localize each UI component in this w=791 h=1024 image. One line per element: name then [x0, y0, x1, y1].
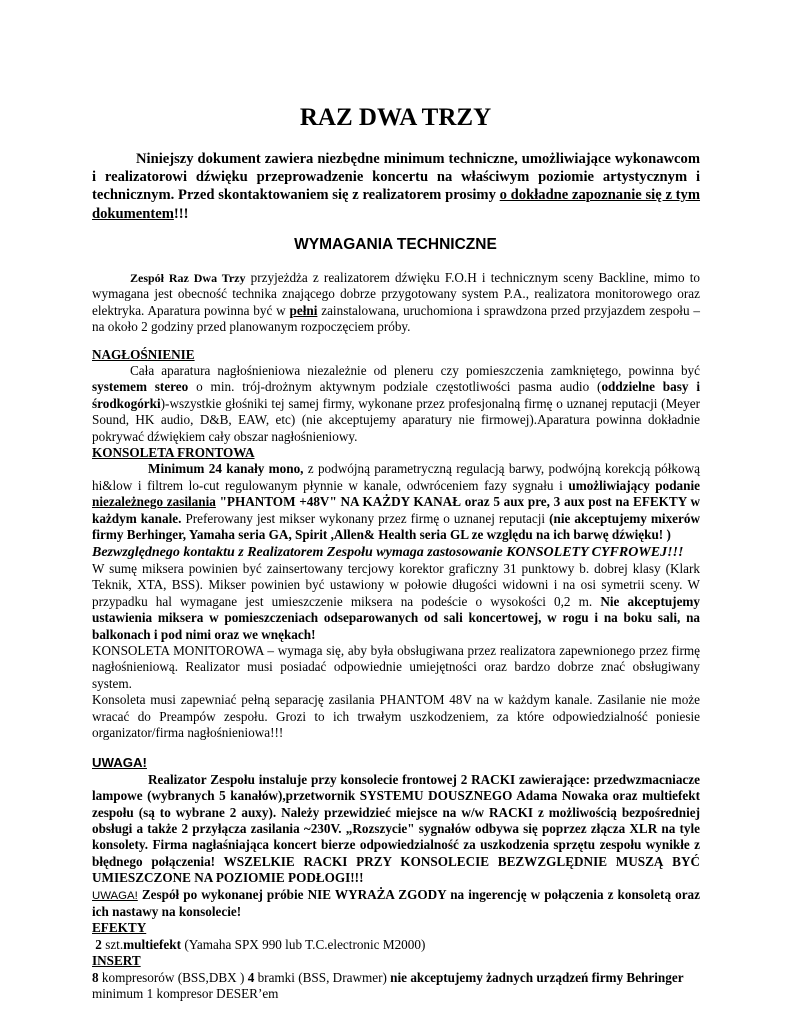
- insert-bold: nie akceptujemy żadnych urządzeń firmy Behringer: [390, 969, 684, 985]
- naglosnienie-bold-1: systemem stereo: [92, 379, 189, 395]
- kf-bold-1: Minimum 24 kanały mono,: [148, 461, 304, 477]
- insert-heading: INSERT: [92, 953, 141, 969]
- insert-text-3: minimum 1 kompresor DESER’em: [92, 986, 279, 1002]
- intro-underlined-text: o dokładne zapoznanie się z tym dokumentem: [92, 187, 701, 222]
- paragraph-korektor: [92, 561, 700, 643]
- paragraph-efekty: [92, 937, 700, 953]
- paragraph-cyfrowa: [92, 544, 700, 561]
- heading-uwaga: [92, 755, 700, 771]
- naglosnienie-text-1: Cała aparatura nagłośnieniowa niezależnie od pleneru czy pomieszczenia zamkniętego, powinna być: [130, 363, 700, 379]
- kf-bold-4: (nie akceptujemy mixerów firmy Berhinger, Yamaha seria GA, Spirit ,Allen& Health seria GL ze względu na ich barwę dźwięku! ): [92, 510, 700, 543]
- naglosnienie-text-3: )-wszystkie głośniki tej samej firmy, wykonane przez profesjonalną firmę o uznanej reputacji (Meyer Sound, HK audio, D&B, EAW, etc) (nie akceptujemy aparatury nie firmowej).Aparatura powinna dokładnie pokrywać dźwiękiem cały obszar nagłośnieniowy.: [92, 395, 700, 444]
- naglosnienie-text-2: o min. trój-drożnym aktywnym podziale częstotliwości pasma audio (: [188, 379, 602, 395]
- spacer: [92, 336, 700, 347]
- kf-bold-italic: Bezwzględnego kontaktu z Realizatorem Zespołu wymaga zastosowanie KONSOLETY CYFROWEJ!!!: [92, 544, 684, 560]
- paragraph-uwaga-2: [92, 887, 700, 921]
- heading-insert: [92, 953, 700, 969]
- intro-indent: [92, 151, 136, 167]
- naglosnienie-heading: NAGŁOŚNIENIE: [92, 346, 195, 362]
- document-body: [92, 270, 700, 1002]
- uwaga-bold-1: Realizator Zespołu instaluje przy konsolecie frontowej 2 RACKI zawierające: przedwzmacniacze lampowe (wybranych 5 kanałów),przetwornik SYSTEMU DOUSZNEGO Adama Nowaka oraz multiefekt zespołu (są to wybrane 2 auxy). Należy przewidzieć miejsce na w/w RACKI z możliwością bezpośredniej obsługi a także 2 przyłącza zasilania ~230V. „Rozszycie" sygnałów odbywa się poprzez złącza XLR na tyle konsolety. Firma nagłaśniająca koncert bierze odpowiedzialność za uszkodzenia sprzętu zespołu wynikłe z błędnego połączenia! WSZELKIE RACKI PRZY KONSOLECIE BEZWZGLĘDNIE MUSZĄ BYĆ UMIESZCZONE NA POZIOMIE PODŁOGI!!!: [92, 771, 700, 886]
- insert-count-2: 4: [247, 969, 255, 985]
- efekty-text-1: szt.: [101, 936, 124, 952]
- km-text-2: Konsoleta musi zapewniać pełną separację zasilania PHANTOM 48V na w każdym kanale. Zasilanie nie może wracać do Preampów zespołu. Grozi to ich trwałym uszkodzeniem, za które odpowiedzialność poniesie organizator/firma nagłośnieniowa!!!: [92, 692, 700, 740]
- band-arrival-text: przyjeżdża z realizatorem dźwięku F.O.H i technicznym sceny Backline, mimo to wymagana jest obecność technika znającego dobrze przygotowany system P.A., realizatora monitorowego oraz elektryka. Aparatura powinna być w: [92, 270, 700, 318]
- paragraph-konsoleta-frontowa: [92, 461, 700, 543]
- efekty-text-2: (Yamaha SPX 990 lub T.C.electronic M2000): [181, 936, 426, 952]
- naglosnienie-bold-2: oddzielne basy i środkogórki: [92, 379, 700, 411]
- paragraph-phantom: [92, 692, 700, 741]
- document-title: RAZ DWA TRZY: [299, 104, 492, 131]
- heading-naglosnienie: [92, 347, 700, 363]
- konsoleta-frontowa-heading: KONSOLETA FRONTOWA: [92, 445, 255, 461]
- kf-bold-3: "PHANTOM +48V" NA KAŻDY KANAŁ oraz 5 aux pre, 3 aux post na EFEKTY w każdym kanale.: [92, 494, 700, 526]
- heading-efekty: [92, 920, 700, 936]
- efekty-bold: multiefekt: [123, 936, 182, 952]
- kf-text-1: z podwójną parametryczną regulacją barwy, podwójną korekcją półkową hi&low i filtrem lo-cut regulowanym płynnie w kanale, odwróceniem fazy sygnału i: [92, 461, 700, 493]
- kf-bold-underlined: niezależnego zasilania: [92, 494, 216, 510]
- kf-text-3: W sumę miksera powinien być zainsertowany tercjowy korektor graficzny 31 punktowy b. dobrej klasy (Klark Teknik, XTA, BSS). Mikser powinien być ustawiony w połowie długości widowni i na osi symetrii sceny. W przypadku hal wymagane jest umieszczenie miksera na podeście o wysokości 0,2 m.: [92, 560, 700, 609]
- kf-text-2: Preferowany jest mikser wykonany przez firmę o uznanej reputacji: [181, 510, 550, 526]
- insert-count-1: 8: [92, 969, 99, 985]
- intro-exclaim: !!!: [173, 205, 189, 222]
- paragraph-uwaga: [92, 772, 700, 887]
- efekty-count: 2: [95, 936, 102, 952]
- paragraph-band-arrival: [92, 270, 700, 336]
- intro-paragraph: [92, 150, 700, 223]
- kf-bold-2: umożliwiający podanie: [568, 477, 700, 493]
- insert-text-2: bramki (BSS, Drawmer): [254, 969, 391, 985]
- paragraph-insert-2: [92, 986, 700, 1002]
- pelni-text: pełni: [289, 302, 318, 318]
- kf-bold-5: Nie akceptujemy ustawienia miksera w pomieszczeniach odseparowanych od sali koncertowej, w rogu i na boku sali, na balkonach i pod nimi oraz we wnękach!: [92, 593, 701, 642]
- section-title: WYMAGANIA TECHNICZNE: [294, 236, 497, 253]
- uwaga-heading: UWAGA!: [92, 755, 147, 771]
- efekty-heading: EFEKTY: [92, 920, 147, 936]
- uwaga-label-2: UWAGA!: [92, 889, 138, 902]
- paragraph-insert: [92, 970, 700, 986]
- paragraph-naglosnienie: [92, 363, 700, 445]
- uwaga-bold-2: Zespół po wykonanej próbie NIE WYRAŻA ZGODY na ingerencję w połączenia z konsoletą oraz ich nastawy na konsolecie!: [92, 886, 700, 920]
- spacer: [92, 741, 700, 755]
- insert-text-1: kompresorów (BSS,DBX ): [98, 969, 248, 985]
- paragraph-konsoleta-monitorowa: [92, 643, 700, 692]
- intro-text: Niniejszy dokument zawiera niezbędne minimum techniczne, umożliwiające wykonawcom i realizatorowi dźwięku przeprowadzenie koncertu na właściwym poziomie artystycznym i technicznym. Przed skontaktowaniem się z realizatorem prosimy: [92, 151, 700, 204]
- band-arrival-text-2: zainstalowana, uruchomiona i sprawdzona przed przyjazdem zespołu – na około 2 godziny przed planowanym rozpoczęciem próby.: [92, 302, 701, 335]
- band-name: Zespół Raz Dwa Trzy: [130, 271, 246, 285]
- heading-konsoleta-frontowa: [92, 445, 700, 461]
- km-text-1: KONSOLETA MONITOROWA – wymaga się, aby była obsługiwana przez realizatora zapewnionego przez firmę nagłośnieniową. Realizator musi posiadać odpowiednie umiejętności oraz bardzo dobrze znać obsługiwany system.: [92, 642, 700, 691]
